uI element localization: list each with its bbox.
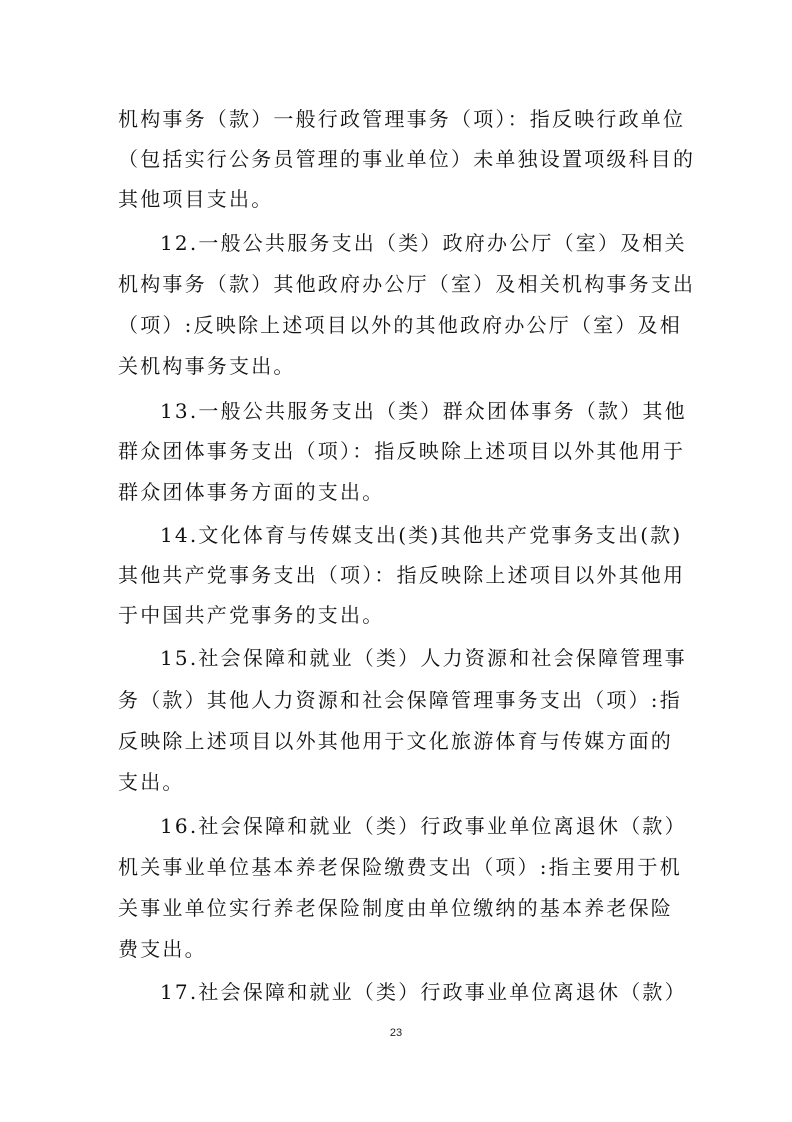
text-line: 费支出。	[118, 937, 207, 961]
text-line: 支出。	[118, 770, 185, 794]
text-line: 关事业单位实行养老保险制度由单位缴纳的基本养老保险	[118, 896, 673, 920]
text-line: 机关事业单位基本养老保险缴费支出（项）:指主要用于机	[118, 855, 682, 879]
text-line: 务（款）其他人力资源和社会保障管理事务支出（项）:指	[118, 688, 682, 712]
text-line: 于中国共产党事务的支出。	[118, 603, 385, 627]
text-line: 群众团体事务方面的支出。	[118, 480, 385, 504]
paragraph-17-first-line: 17.社会保障和就业（类）行政事业单位离退休（款）	[160, 980, 687, 1004]
text-line: 其他共产党事务支出（项）：指反映除上述项目以外其他用	[118, 563, 686, 587]
text-line: 关机构事务支出。	[118, 354, 296, 378]
text-line: 机构事务（款）一般行政管理事务（项）：指反映行政单位	[118, 107, 686, 131]
paragraph-16-first-line: 16.社会保障和就业（类）行政事业单位离退休（款）	[160, 814, 687, 838]
paragraph-15-first-line: 15.社会保障和就业（类）人力资源和社会保障管理事	[160, 646, 687, 670]
paragraph-13-first-line: 13.一般公共服务支出（类）群众团体事务（款）其他	[160, 399, 687, 423]
page-number: 23	[389, 1027, 403, 1039]
text-line: 机构事务（款）其他政府办公厅（室）及相关机构事务支出	[118, 272, 696, 296]
text-line: （包括实行公务员管理的事业单位）未单独设置项级科目的	[118, 147, 696, 171]
text-line: 其他项目支出。	[118, 187, 274, 211]
text-line: 群众团体事务支出（项）：指反映除上述项目以外其他用于	[118, 439, 686, 463]
text-line: 反映除上述项目以外其他用于文化旅游体育与传媒方面的	[118, 729, 673, 753]
text-line: （项）:反映除上述项目以外的其他政府办公厅（室）及相	[118, 313, 682, 337]
paragraph-12-first-line: 12.一般公共服务支出（类）政府办公厅（室）及相关	[160, 231, 687, 255]
paragraph-14-first-line: 14.文化体育与传媒支出(类)其他共产党事务支出(款)	[160, 523, 683, 547]
